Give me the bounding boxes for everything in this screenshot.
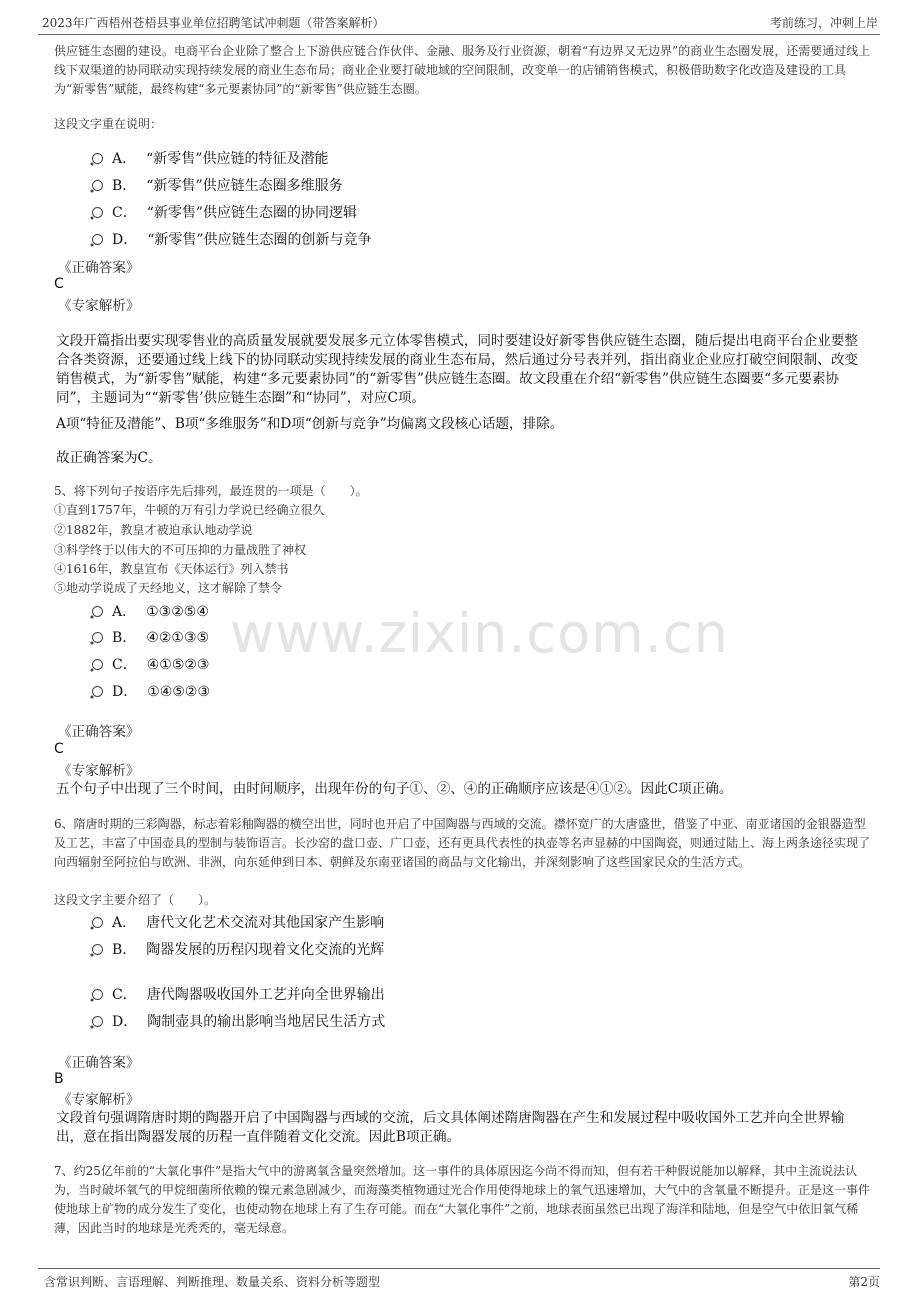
q5-sentence-5: ⑤地动学说成了天经地义，这才解除了禁令 (54, 581, 283, 595)
q5-sentence-4: ④1616年，教皇宣布《天体运行》列入禁书 (54, 562, 289, 576)
q6-analysis-tag: 《专家解析》 (58, 1092, 140, 1108)
q5-sentence-2: ②1882年，教皇才被迫承认地动学说 (54, 523, 253, 537)
radio-icon[interactable] (92, 606, 103, 617)
footer-note: 含常识判断、言语理解、判断推理、数量关系、资料分析等题型 (44, 1275, 381, 1289)
document-title: 2023年广西梧州苍梧县事业单位招聘笔试冲刺题（带答案解析） (42, 16, 385, 30)
q5-sentence-3: ③科学终于以伟大的不可压抑的力量战胜了神权 (54, 543, 307, 557)
radio-icon[interactable] (92, 234, 103, 245)
q4-passage: 供应链生态圈的建设。电商平台企业除了整合上下游供应链合作伙伴、金融、服务及行业资源，朝着“有边界又无边界”的商业生态圈发展，还需要通过线上线下双渠道的协同联动实现持续发展的商业生态布局；商业企业要打破地域的空间限制，改变单一的店铺销售模式，积极借助数字化改造及建设的工具为“新零售”赋能，最终构建“多元要素协同”的“新零售”供应链生态圈。 (54, 44, 871, 96)
q5-analysis: 五个句子中出现了三个时间，由时间顺序，出现年份的句子①、②、④的正确顺序应该是④①②。因此C项正确。 (56, 781, 733, 797)
watermark: www.zixin.com.cn (230, 602, 729, 665)
radio-icon[interactable] (92, 207, 103, 218)
q4-question: 这段文字重在说明： (54, 117, 163, 131)
header-slogan: 考前练习，冲刺上岸 (769, 16, 878, 30)
radio-icon[interactable] (92, 686, 103, 697)
q4-analysis: 文段开篇指出要实现零售业的高质量发展就要发展多元立体零售模式，同时要建设好新零售供应链生态圈，随后提出电商平台企业要整合各类资源，还要通过线上线下的协同联动实现持续发展的商业生态布局，然后通过分号表并列，指出商业企业应打破空间限制、改变销售模式，为“新零售”赋能，构建“多元要素协同”的“新零售”供应链生态圈。故文段重在介绍“新零售”供应链生态圈要“多元要素协同”，主题词为““新零售’供应链生态圈”和“协同”，对应C项。 (56, 333, 859, 406)
q4-analysis-exclusion: A项“特征及潜能”、B项“多维服务”和D项“创新与竞争”均偏离文段核心话题，排除。 (56, 416, 564, 432)
q5-option-b[interactable]: B． ④②①③⑤ (92, 628, 209, 648)
q6-option-c[interactable]: C． 唐代陶器吸收国外工艺并向全世界输出 (92, 985, 385, 1005)
radio-icon[interactable] (92, 153, 103, 164)
radio-icon[interactable] (92, 944, 103, 955)
radio-icon[interactable] (92, 917, 103, 928)
q4-conclusion: 故正确答案为C。 (56, 450, 162, 466)
q4-option-d[interactable]: D． “新零售”供应链生态圈的创新与竞争 (92, 230, 372, 250)
q4-analysis-tag: 《专家解析》 (58, 298, 140, 314)
q7-passage: 7、约25亿年前的“大氧化事件”是指大气中的游离氧含量突然增加。这一事件的具体原因迄今尚不得而知，但有若干种假说能加以解释，其中主流说法认为，当时破坏氧气的甲烷细菌所依赖的镍元素急剧减少，而海藻类植物通过光合作用使得地球上的氧气迅速增加，大气中的含氧量不断提升。正是这一事件使地球上矿物的成分发生了变化，也使动物在地球上有了生存可能。而在“大氧化事件”之前，地球表面虽然已出现了海洋和陆地，但是空气中依旧氧气稀薄，因此当时的地球是光秃秃的，毫无绿意。 (54, 1164, 871, 1235)
q5-analysis-tag: 《专家解析》 (58, 763, 140, 779)
radio-icon[interactable] (92, 659, 103, 670)
q5-question: 5、将下列句子按语序先后排列，最连贯的一项是（ ）。 (54, 484, 368, 498)
q4-answer-tag: 《正确答案》 (58, 260, 140, 276)
q5-sentence-1: ①直到1757年，牛顿的万有引力学说已经确立很久 (54, 503, 325, 517)
q5-option-d[interactable]: D． ①④⑤②③ (92, 682, 210, 702)
q6-option-a[interactable]: A． 唐代文化艺术交流对其他国家产生影响 (92, 913, 384, 933)
q4-option-b[interactable]: B． “新零售”供应链生态圈多维服务 (92, 176, 343, 196)
q5-answer-tag: 《正确答案》 (58, 724, 140, 740)
page-footer (38, 1268, 880, 1291)
q6-passage: 6、隋唐时期的三彩陶器，标志着彩釉陶器的横空出世，同时也开启了中国陶器与西域的交流。襟怀宽广的大唐盛世，借鉴了中亚、南亚诸国的金银器造型及工艺，丰富了中国壶具的型制与装饰语言。长沙窑的盘口壶、广口壶，还有更具代表性的执壶等名声显赫的中国陶瓷，则通过陆上、海上两条途径实现了向西辐射至阿拉伯与欧洲、非洲，向东延伸到日本、朝鲜及东南亚诸国的商品与文化输出，并深刻影响了这些国家民众的生活方式。 (54, 817, 871, 869)
page-number: 第2页 (848, 1275, 880, 1289)
q6-answer: B (54, 1071, 64, 1087)
q5-option-a[interactable]: A． ①③②⑤④ (92, 602, 209, 622)
radio-icon[interactable] (92, 180, 103, 191)
q6-option-b[interactable]: B． 陶器发展的历程闪现着文化交流的光辉 (92, 940, 384, 960)
q6-question: 这段文字主要介绍了（ ）。 (54, 893, 217, 907)
q6-answer-tag: 《正确答案》 (58, 1055, 140, 1071)
q5-answer: C (54, 741, 64, 757)
q6-analysis: 文段首句强调隋唐时期的陶器开启了中国陶器与西域的交流，后文具体阐述隋唐陶器在产生和发展过程中吸收国外工艺并向全世界输出，意在指出陶器发展的历程一直伴随着文化交流。因此B项正确。 (56, 1110, 845, 1145)
q4-answer: C (54, 276, 64, 292)
radio-icon[interactable] (92, 1016, 103, 1027)
q4-option-a[interactable]: A． “新零售”供应链的特征及潜能 (92, 149, 328, 169)
q5-option-c[interactable]: C． ④①⑤②③ (92, 655, 209, 675)
q6-option-d[interactable]: D． 陶制壶具的输出影响当地居民生活方式 (92, 1012, 385, 1032)
q4-option-c[interactable]: C． “新零售”供应链生态圈的协同逻辑 (92, 203, 357, 223)
radio-icon[interactable] (92, 989, 103, 1000)
page-header (38, 12, 880, 35)
radio-icon[interactable] (92, 632, 103, 643)
